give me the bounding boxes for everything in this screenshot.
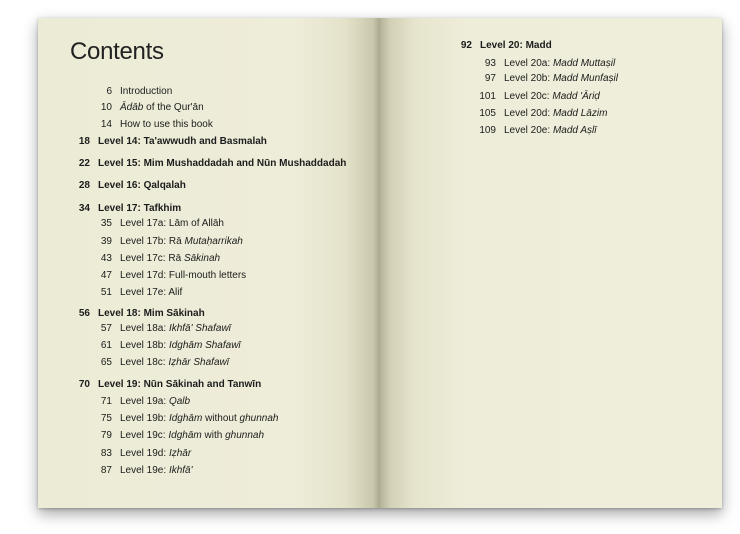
toc-entry-text: Madd Munfaṣil — [552, 73, 618, 84]
toc-page-number: 71 — [100, 396, 112, 407]
toc-entry-text: Mutaḥarrikah — [184, 236, 243, 247]
toc-entry — [100, 270, 247, 282]
toc-entry-text: Sākinah — [183, 253, 221, 264]
toc-entry-text: Madd Lāzim — [552, 108, 608, 119]
toc-page-number: 10 — [100, 102, 112, 113]
toc-entry — [484, 73, 618, 85]
toc-entry-text: Idghām — [168, 430, 202, 441]
toc-entry-text: of the Qur'ān — [143, 102, 204, 113]
toc-entry-text: Ādāb — [120, 102, 144, 113]
toc-entry-text: Ikhfā' — [168, 465, 193, 476]
toc-entry — [100, 218, 224, 230]
toc-page-number: 43 — [100, 253, 112, 264]
toc-entry — [100, 287, 183, 299]
toc-entry-text: Level 20a: — [504, 58, 553, 69]
toc-entry-text: Level 19: Nūn Sākinah and Tanwīn — [98, 379, 262, 390]
toc-entry-text: Level 17: Tafkhim — [98, 203, 182, 214]
toc-entry-text: Level 17a: Lām of Allāh — [120, 218, 224, 229]
toc-entry-text: Madd Muttaṣil — [552, 58, 616, 69]
toc-entry-text: Level 19d: — [120, 448, 169, 459]
toc-entry-text: Madd Aṣlī — [552, 125, 597, 136]
toc-entry-text: Level 16: Qalqalah — [98, 180, 186, 191]
toc-entry-text: Level 17e: Alif — [120, 287, 183, 298]
toc-entry-text: Level 18b: — [120, 340, 169, 351]
toc-entry — [100, 119, 213, 131]
toc-entry — [100, 102, 204, 114]
toc-entry — [100, 236, 243, 248]
toc-entry-text: ghunnah — [225, 430, 265, 441]
toc-entry — [78, 158, 347, 170]
toc-entry — [78, 379, 262, 391]
page-title: Contents — [70, 38, 164, 65]
toc-entry — [479, 108, 608, 120]
toc-entry-text: Iẓhār — [168, 448, 192, 459]
toc-entry — [100, 357, 229, 369]
toc-entry-text: Level 20c: — [504, 91, 553, 102]
toc-entry — [78, 180, 186, 192]
toc-page-number: 35 — [100, 218, 112, 229]
toc-entry-text: Idghām Shafawī — [168, 340, 241, 351]
toc-entry — [100, 253, 221, 265]
toc-page-number: 87 — [100, 465, 112, 476]
toc-entry-text: Madd 'Āriḍ — [552, 91, 600, 102]
toc-page-number: 14 — [100, 119, 112, 130]
toc-page-number: 93 — [484, 58, 496, 69]
toc-entry — [78, 203, 182, 215]
toc-entry — [100, 396, 191, 408]
toc-entry — [100, 430, 265, 442]
toc-entry-text: How to use this book — [120, 119, 213, 130]
toc-entry-text: Level 19e: — [120, 465, 169, 476]
toc-page-number: 56 — [78, 308, 90, 319]
toc-entry — [106, 86, 173, 98]
toc-page-number: 18 — [78, 136, 90, 147]
toc-entry-text: Introduction — [120, 86, 173, 97]
toc-entry-text: Level 18: Mim Sākinah — [98, 308, 205, 319]
toc-entry — [484, 58, 616, 70]
toc-page-number: 92 — [460, 40, 472, 51]
toc-entry-text: Level 20e: — [504, 125, 553, 136]
toc-entry — [100, 340, 241, 352]
open-book — [38, 18, 722, 508]
toc-page-number: 6 — [106, 86, 112, 97]
toc-entry-text: Level 19b: — [120, 413, 169, 424]
toc-entry-text: Level 17c: Rā — [120, 253, 184, 264]
toc-page-number: 101 — [479, 91, 496, 102]
toc-entry — [479, 125, 597, 137]
toc-entry-text: with — [201, 430, 226, 441]
left-page — [38, 18, 380, 508]
toc-entry-text: Level 20: Madd — [480, 40, 552, 51]
toc-entry — [78, 136, 267, 148]
toc-entry-text: Level 14: Ta'awwudh and Basmalah — [98, 136, 267, 147]
toc-entry — [100, 448, 192, 460]
toc-page-number: 70 — [78, 379, 90, 390]
toc-page-number: 105 — [479, 108, 496, 119]
toc-entry — [479, 91, 600, 103]
toc-page-number: 65 — [100, 357, 112, 368]
toc-entry-text: Level 19a: — [120, 396, 169, 407]
toc-entry-text: Level 19c: — [120, 430, 169, 441]
toc-page-number: 39 — [100, 236, 112, 247]
toc-page-number: 97 — [484, 73, 496, 84]
toc-page-number: 51 — [100, 287, 112, 298]
toc-page-number: 22 — [78, 158, 90, 169]
toc-entry-text: without — [202, 413, 240, 424]
toc-page-number: 109 — [479, 125, 496, 136]
toc-entry — [460, 40, 552, 52]
toc-page-number: 61 — [100, 340, 112, 351]
toc-entry-text: Level 20d: — [504, 108, 553, 119]
toc-entry-text: Ikhfā' Shafawī — [168, 323, 231, 334]
toc-page-number: 34 — [78, 203, 90, 214]
toc-entry-text: Level 15: Mim Mushaddadah and Nūn Mushaddadah — [98, 158, 347, 169]
toc-entry — [100, 465, 193, 477]
toc-entry — [100, 413, 279, 425]
right-page — [380, 18, 722, 508]
toc-entry-text: ghunnah — [239, 413, 279, 424]
toc-page-number: 75 — [100, 413, 112, 424]
toc-entry-text: Level 20b: — [504, 73, 553, 84]
toc-page-number: 28 — [78, 180, 90, 191]
toc-entry-text: Level 18a: — [120, 323, 169, 334]
toc-page-number: 47 — [100, 270, 112, 281]
toc-page-number: 79 — [100, 430, 112, 441]
toc-page-number: 57 — [100, 323, 112, 334]
toc-entry — [78, 308, 205, 320]
toc-entry-text: Level 17b: Rā — [120, 236, 185, 247]
toc-entry-text: Level 17d: Full-mouth letters — [120, 270, 247, 281]
toc-entry — [100, 323, 231, 335]
toc-entry-text: Level 18c: — [120, 357, 169, 368]
toc-page-number: 83 — [100, 448, 112, 459]
toc-entry-text: Qalb — [168, 396, 191, 407]
toc-entry-text: Idghām — [168, 413, 203, 424]
toc-entry-text: Iẓhār Shafawī — [168, 357, 229, 368]
